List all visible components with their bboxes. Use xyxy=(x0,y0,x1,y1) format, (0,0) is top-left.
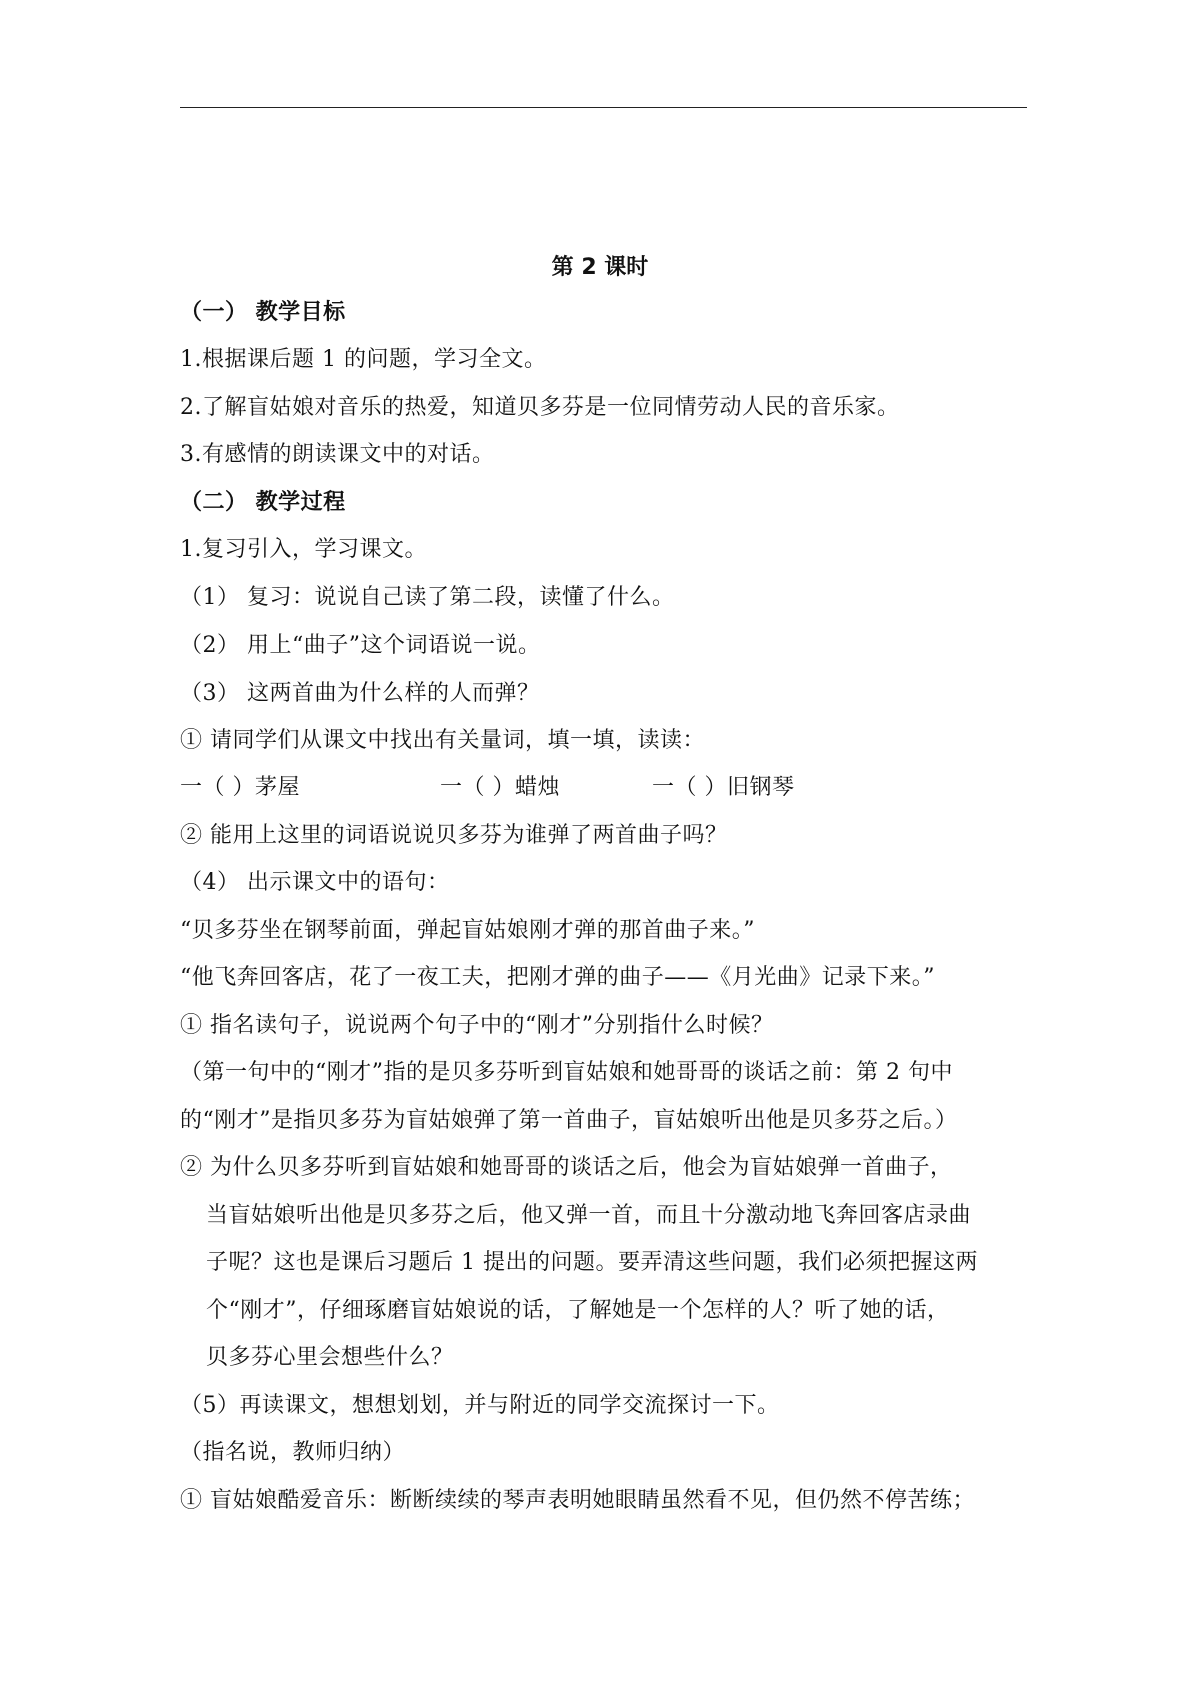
goal-item-3: 3.有感情的朗读课文中的对话。 xyxy=(180,442,495,467)
section-heading-process: （二） 教学过程 xyxy=(180,490,346,515)
quote-1: “贝多芬坐在钢琴前面，弹起盲姑娘刚才弹的那首曲子来。” xyxy=(180,918,755,943)
fill-blank-3: 一（ ）旧钢琴 xyxy=(652,775,795,800)
question-4: （4） 出示课文中的语句： xyxy=(180,870,450,895)
quote-2: “他飞奔回客店，花了一夜工夫，把刚才弹的曲子——《月光曲》记录下来。” xyxy=(180,965,935,990)
answer-line-1: （第一句中的“刚才”指的是贝多芬听到盲姑娘和她哥哥的谈话之前：第 2 句中 xyxy=(180,1060,953,1085)
fill-in-row xyxy=(180,773,1030,803)
header-rule xyxy=(180,107,1027,108)
question-5: （5）再读课文，想想划划，并与附近的同学交流探讨一下。 xyxy=(180,1393,780,1418)
question-4b-line-1: ② 为什么贝多芬听到盲姑娘和她哥哥的谈话之后，他会为盲姑娘弹一首曲子， xyxy=(180,1155,953,1180)
question-4b-line-5: 贝多芬心里会想些什么？ xyxy=(206,1345,454,1370)
fill-blank-1: 一（ ）茅屋 xyxy=(180,775,300,800)
question-5a: ① 盲姑娘酷爱音乐：断断续续的琴声表明她眼睛虽然看不见，但仍然不停苦练； xyxy=(180,1488,975,1513)
question-5-note: （指名说，教师归纳） xyxy=(180,1440,406,1465)
question-2: （2） 用上“曲子”这个词语说一说。 xyxy=(180,633,541,658)
question-3a: ① 请同学们从课文中找出有关量词，填一填，读读： xyxy=(180,728,705,753)
goal-item-2: 2.了解盲姑娘对音乐的热爱，知道贝多芬是一位同情劳动人民的音乐家。 xyxy=(180,395,900,420)
section-heading-goals: （一） 教学目标 xyxy=(180,300,346,325)
page-title: 第 2 课时 xyxy=(551,255,649,280)
question-4a: ① 指名读句子，说说两个句子中的“刚才”分别指什么时候？ xyxy=(180,1013,774,1038)
question-4b-line-2: 当盲姑娘听出他是贝多芬之后，他又弹一首，而且十分激动地飞奔回客店录曲 xyxy=(206,1203,972,1228)
question-4b-line-3: 子呢？这也是课后习题后 1 提出的问题。要弄清这些问题，我们必须把握这两 xyxy=(206,1250,978,1275)
step-1: 1.复习引入，学习课文。 xyxy=(180,537,427,562)
question-4b-line-4: 个“刚才”，仔细琢磨盲姑娘说的话，了解她是一个怎样的人？听了她的话， xyxy=(206,1298,950,1323)
answer-line-2: 的“刚才”是指贝多芬为盲姑娘弹了第一首曲子，盲姑娘听出他是贝多芬之后。） xyxy=(180,1108,958,1133)
question-1: （1） 复习：说说自己读了第二段，读懂了什么。 xyxy=(180,585,675,610)
question-3: （3） 这两首曲为什么样的人而弹？ xyxy=(180,681,540,706)
goal-item-1: 1.根据课后题 1 的问题，学习全文。 xyxy=(180,347,547,372)
fill-blank-2: 一（ ）蜡烛 xyxy=(440,775,560,800)
question-3b: ② 能用上这里的词语说说贝多芬为谁弹了两首曲子吗？ xyxy=(180,823,728,848)
